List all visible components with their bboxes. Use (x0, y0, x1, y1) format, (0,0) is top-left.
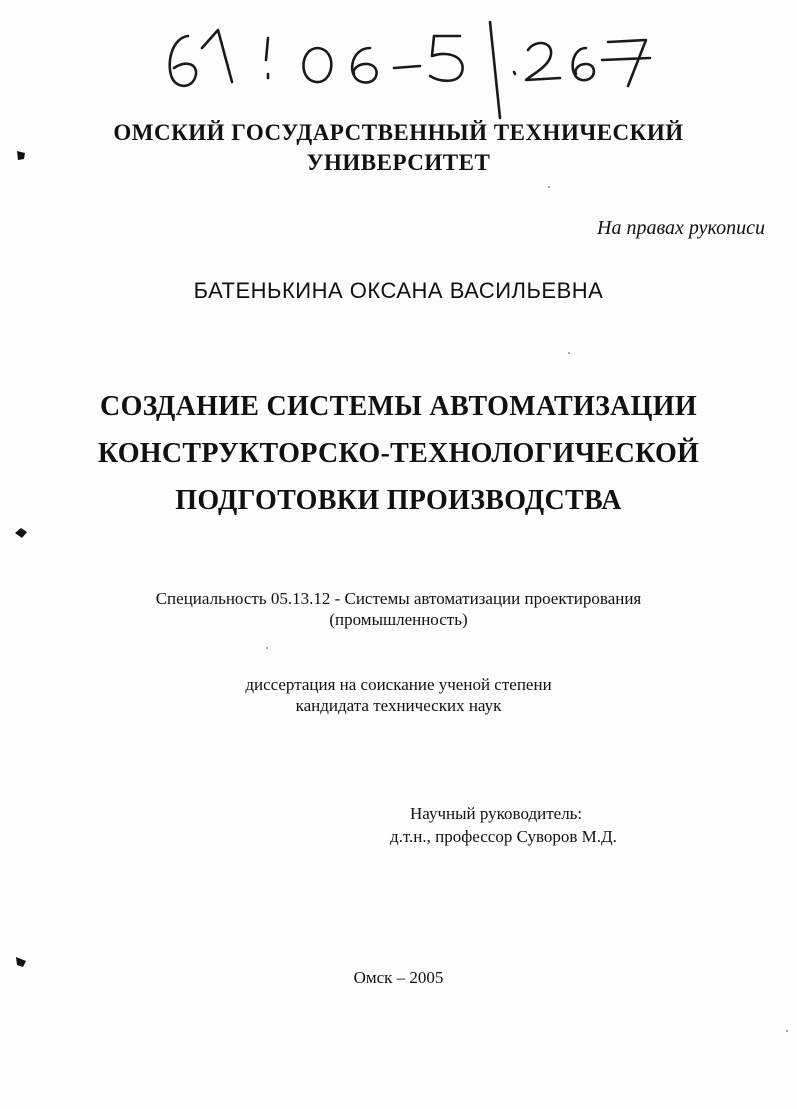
title-line-3: ПОДГОТОВКИ ПРОИЗВОДСТВА (175, 485, 622, 516)
scan-speck (266, 647, 268, 649)
specialty-block (0, 588, 797, 630)
specialty-line-1: Специальность 05.13.12 - Системы автоматизации проектирования (155, 589, 642, 608)
author-name: БАТЕНЬКИНА ОКСАНА ВАСИЛЬЕВНА (193, 278, 604, 303)
punch-hole-mark (14, 955, 28, 969)
degree-line-2: кандидата технических наук (295, 696, 502, 715)
supervisor-block (390, 802, 617, 848)
specialty-line-2: (промышленность) (329, 610, 468, 629)
degree-block (0, 674, 797, 716)
scan-speck (786, 1030, 788, 1032)
title-line-2: КОНСТРУКТОРСКО-ТЕХНОЛОГИЧЕСКОЙ (97, 438, 700, 469)
university-line-2: УНИВЕРСИТЕТ (306, 150, 491, 175)
supervisor-label: Научный руководитель: (410, 804, 583, 823)
handwritten-catalog-code (150, 8, 670, 120)
handwritten-code-drawing (150, 8, 670, 120)
rights-note: На правах рукописи (597, 217, 765, 239)
city-year: Омск – 2005 (353, 968, 444, 987)
university-line-1: ОМСКИЙ ГОСУДАРСТВЕННЫЙ ТЕХНИЧЕСКИЙ (113, 120, 684, 145)
scan-speck (568, 352, 570, 354)
punch-hole-mark (14, 526, 28, 540)
title-line-1: СОЗДАНИЕ СИСТЕМЫ АВТОМАТИЗАЦИИ (100, 391, 697, 422)
scan-speck (548, 186, 550, 188)
punch-hole-mark (14, 148, 28, 162)
degree-line-1: диссертация на соискание ученой степени (245, 675, 552, 694)
university-heading (0, 118, 797, 178)
dissertation-title (0, 383, 797, 524)
supervisor-name: д.т.н., профессор Суворов М.Д. (390, 827, 617, 846)
